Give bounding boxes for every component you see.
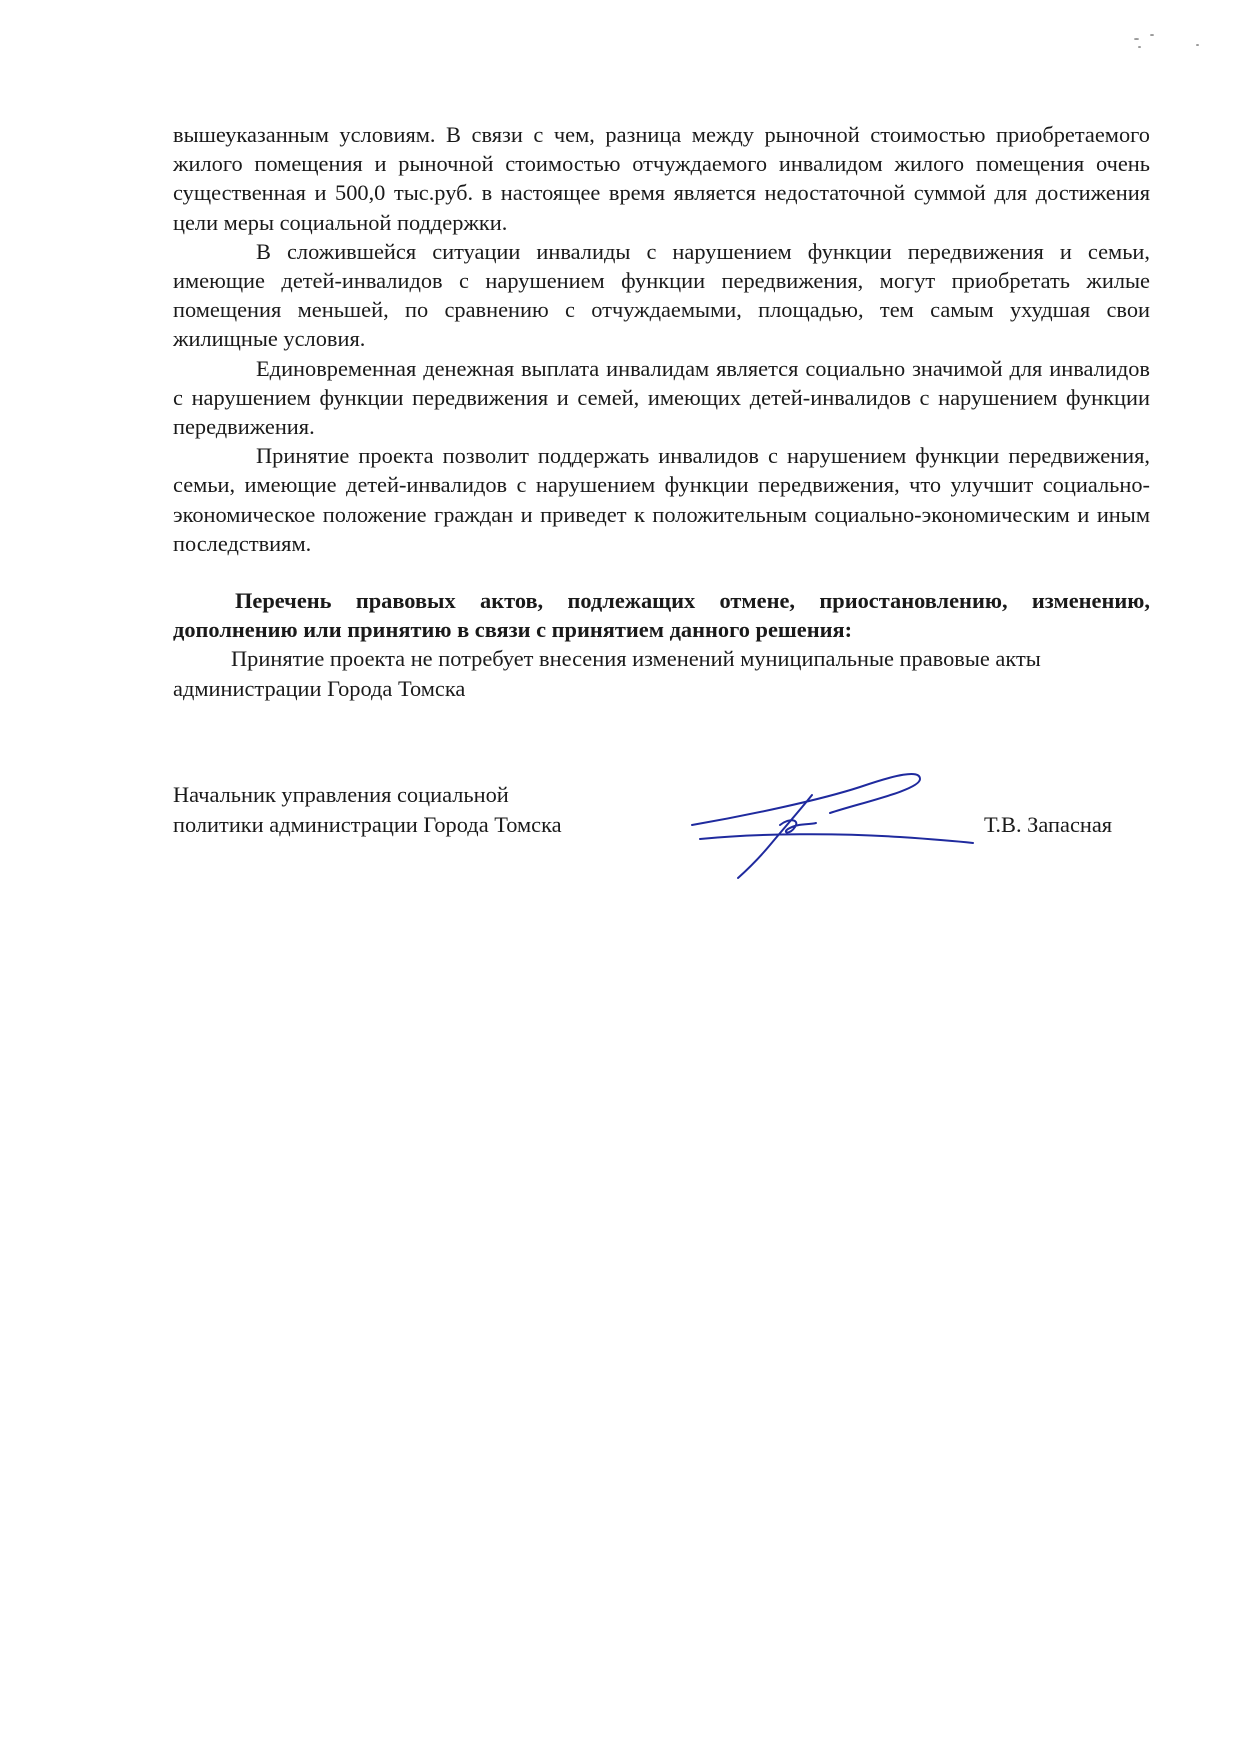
section-text-legal-acts: Принятие проекта не потребует внесения изменений муниципальные правовые акты администрации Города Томска xyxy=(173,646,1041,701)
signature-stroke-lower xyxy=(700,834,973,843)
signature-stroke-upper xyxy=(692,774,920,825)
scan-speck xyxy=(1150,34,1154,36)
signatory-name: Т.В. Запасная xyxy=(984,812,1113,837)
signatory-position-line-2: политики администрации Города Томска xyxy=(173,812,562,837)
paragraph-payment-significance: Единовременная денежная выплата инвалидам является социально значимой для инвалидов с нарушением функции передвижения и семей, имеющих детей-инвалидов с нарушением функции передвижения. xyxy=(173,355,1150,440)
handwritten-signature xyxy=(690,765,980,885)
paragraph-project-adoption: Принятие проекта позволит поддержать инвалидов с нарушением функции передвижения, семьи, имеющие детей-инвалидов с нарушением функции передвижения, что улучшит социально-экономическое положение граждан и приведет к положительным социально-экономическим и иным последствиям. xyxy=(173,443,1150,556)
scan-speck xyxy=(1138,46,1141,48)
paragraph-continuation: вышеуказанным условиям. В связи с чем, разница между рыночной стоимостью приобретаемого жилого помещения и рыночной стоимостью отчуждаемого инвалидом жилого помещения очень существенная и 500,0 тыс.руб. в настоящее время является недостаточной суммой для достижения цели меры социальной поддержки. xyxy=(173,122,1150,235)
signatory-position-line-1: Начальник управления социальной xyxy=(173,782,509,807)
scan-speck xyxy=(1196,44,1199,46)
section-heading-legal-acts: Перечень правовых актов, подлежащих отмене, приостановлению, изменению, дополнению или принятию в связи с принятием данного решения: xyxy=(173,588,1150,643)
paragraph-housing-conditions: В сложившейся ситуации инвалиды с нарушением функции передвижения и семьи, имеющие детей-инвалидов с нарушением функции передвижения, могут приобретать жилые помещения меньшей, по сравнению с отчуждаемыми, площадью, тем самым ухудшая свои жилищные условия. xyxy=(173,238,1150,352)
signatory-position xyxy=(173,780,562,840)
document-body xyxy=(173,120,1150,703)
scan-speck xyxy=(1134,38,1139,40)
